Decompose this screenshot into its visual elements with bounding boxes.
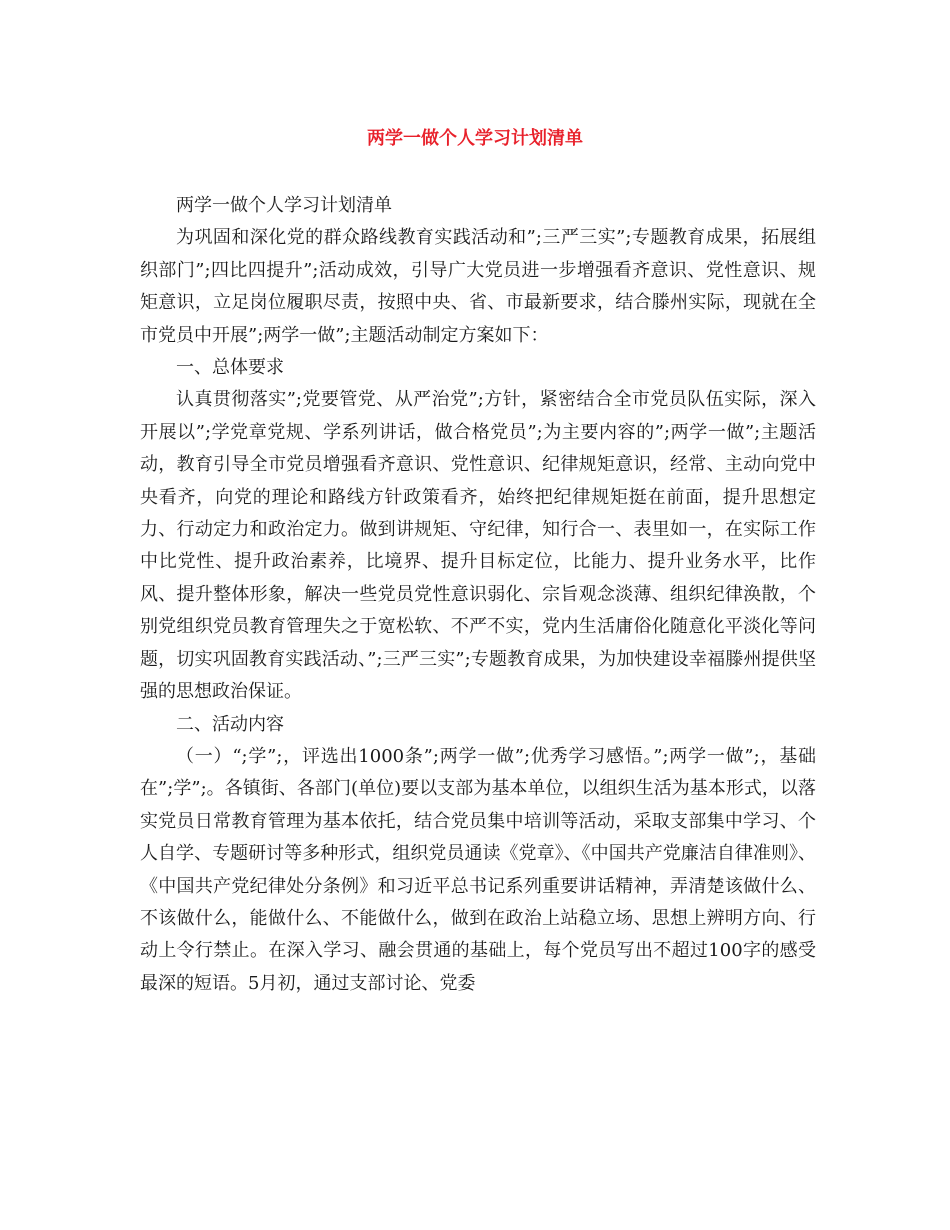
- section-heading-general-requirements: 一、总体要求: [176, 357, 284, 379]
- document-title: 两学一做个人学习计划清单: [367, 128, 583, 149]
- section-heading-activity-content: 二、活动内容: [176, 713, 284, 735]
- body-paragraph-activity-content: （一）“;学”;，评选出1000条”;两学一做”;优秀学习感悟。”;两学一做”;，基础在”;学”;。各镇街、各部门(单位)要以支部为基本单位，以组织生活为基本形式，以落实党员日常教育管理为基本依托，结合党员集中培训等活动，采取支部集中学习、个人自学、专题研讨等多种形式，组织党员通读《党章》、《中国共产党廉洁自律准则》、《中国共产党纪律处分条例》和习近平总书记系列重要讲话精神，弄清楚该做什么、不该做什么，能做什么、不能做什么，做到在政治上站稳立场、思想上辨明方向、行动上令行禁止。在深入学习、融会贯通的基础上，每个党员写出不超过100字的感受最深的短语。5月初，通过支部讨论、党委: [140, 745, 816, 994]
- body-paragraph-intro: 为巩固和深化党的群众路线教育实践活动和”;三严三实”;专题教育成果，拓展组织部门”;四比四提升”;活动成效，引导广大党员进一步增强看齐意识、党性意识、规矩意识，立足岗位履职尽责，按照中央、省、市最新要求，结合滕州实际，现就在全市党员中开展”;两学一做”;主题活动制定方案如下：: [140, 227, 816, 346]
- body-paragraph-heading: 两学一做个人学习计划清单: [176, 195, 392, 216]
- document-body: [140, 190, 816, 1000]
- body-paragraph-general-requirements: 认真贯彻落实”;党要管党、从严治党”;方针，紧密结合全市党员队伍实际，深入开展以”;学党章党规、学系列讲话，做合格党员”;为主要内容的”;两学一做”;主题活动，教育引导全市党员增强看齐意识、党性意识、纪律规矩意识，经常、主动向党中央看齐，向党的理论和路线方针政策看齐，始终把纪律规矩挺在前面，提升思想定力、行动定力和政治定力。做到讲规矩、守纪律，知行合一、表里如一，在实际工作中比党性、提升政治素养，比境界、提升目标定位，比能力、提升业务水平，比作风、提升整体形象，解决一些党员党性意识弱化、宗旨观念淡薄、组织纪律涣散，个别党组织党员教育管理失之于宽松软、不严不实，党内生活庸俗化随意化平淡化等问题，切实巩固教育实践活动、”;三严三实”;专题教育成果，为加快建设幸福滕州提供坚强的思想政治保证。: [140, 389, 816, 703]
